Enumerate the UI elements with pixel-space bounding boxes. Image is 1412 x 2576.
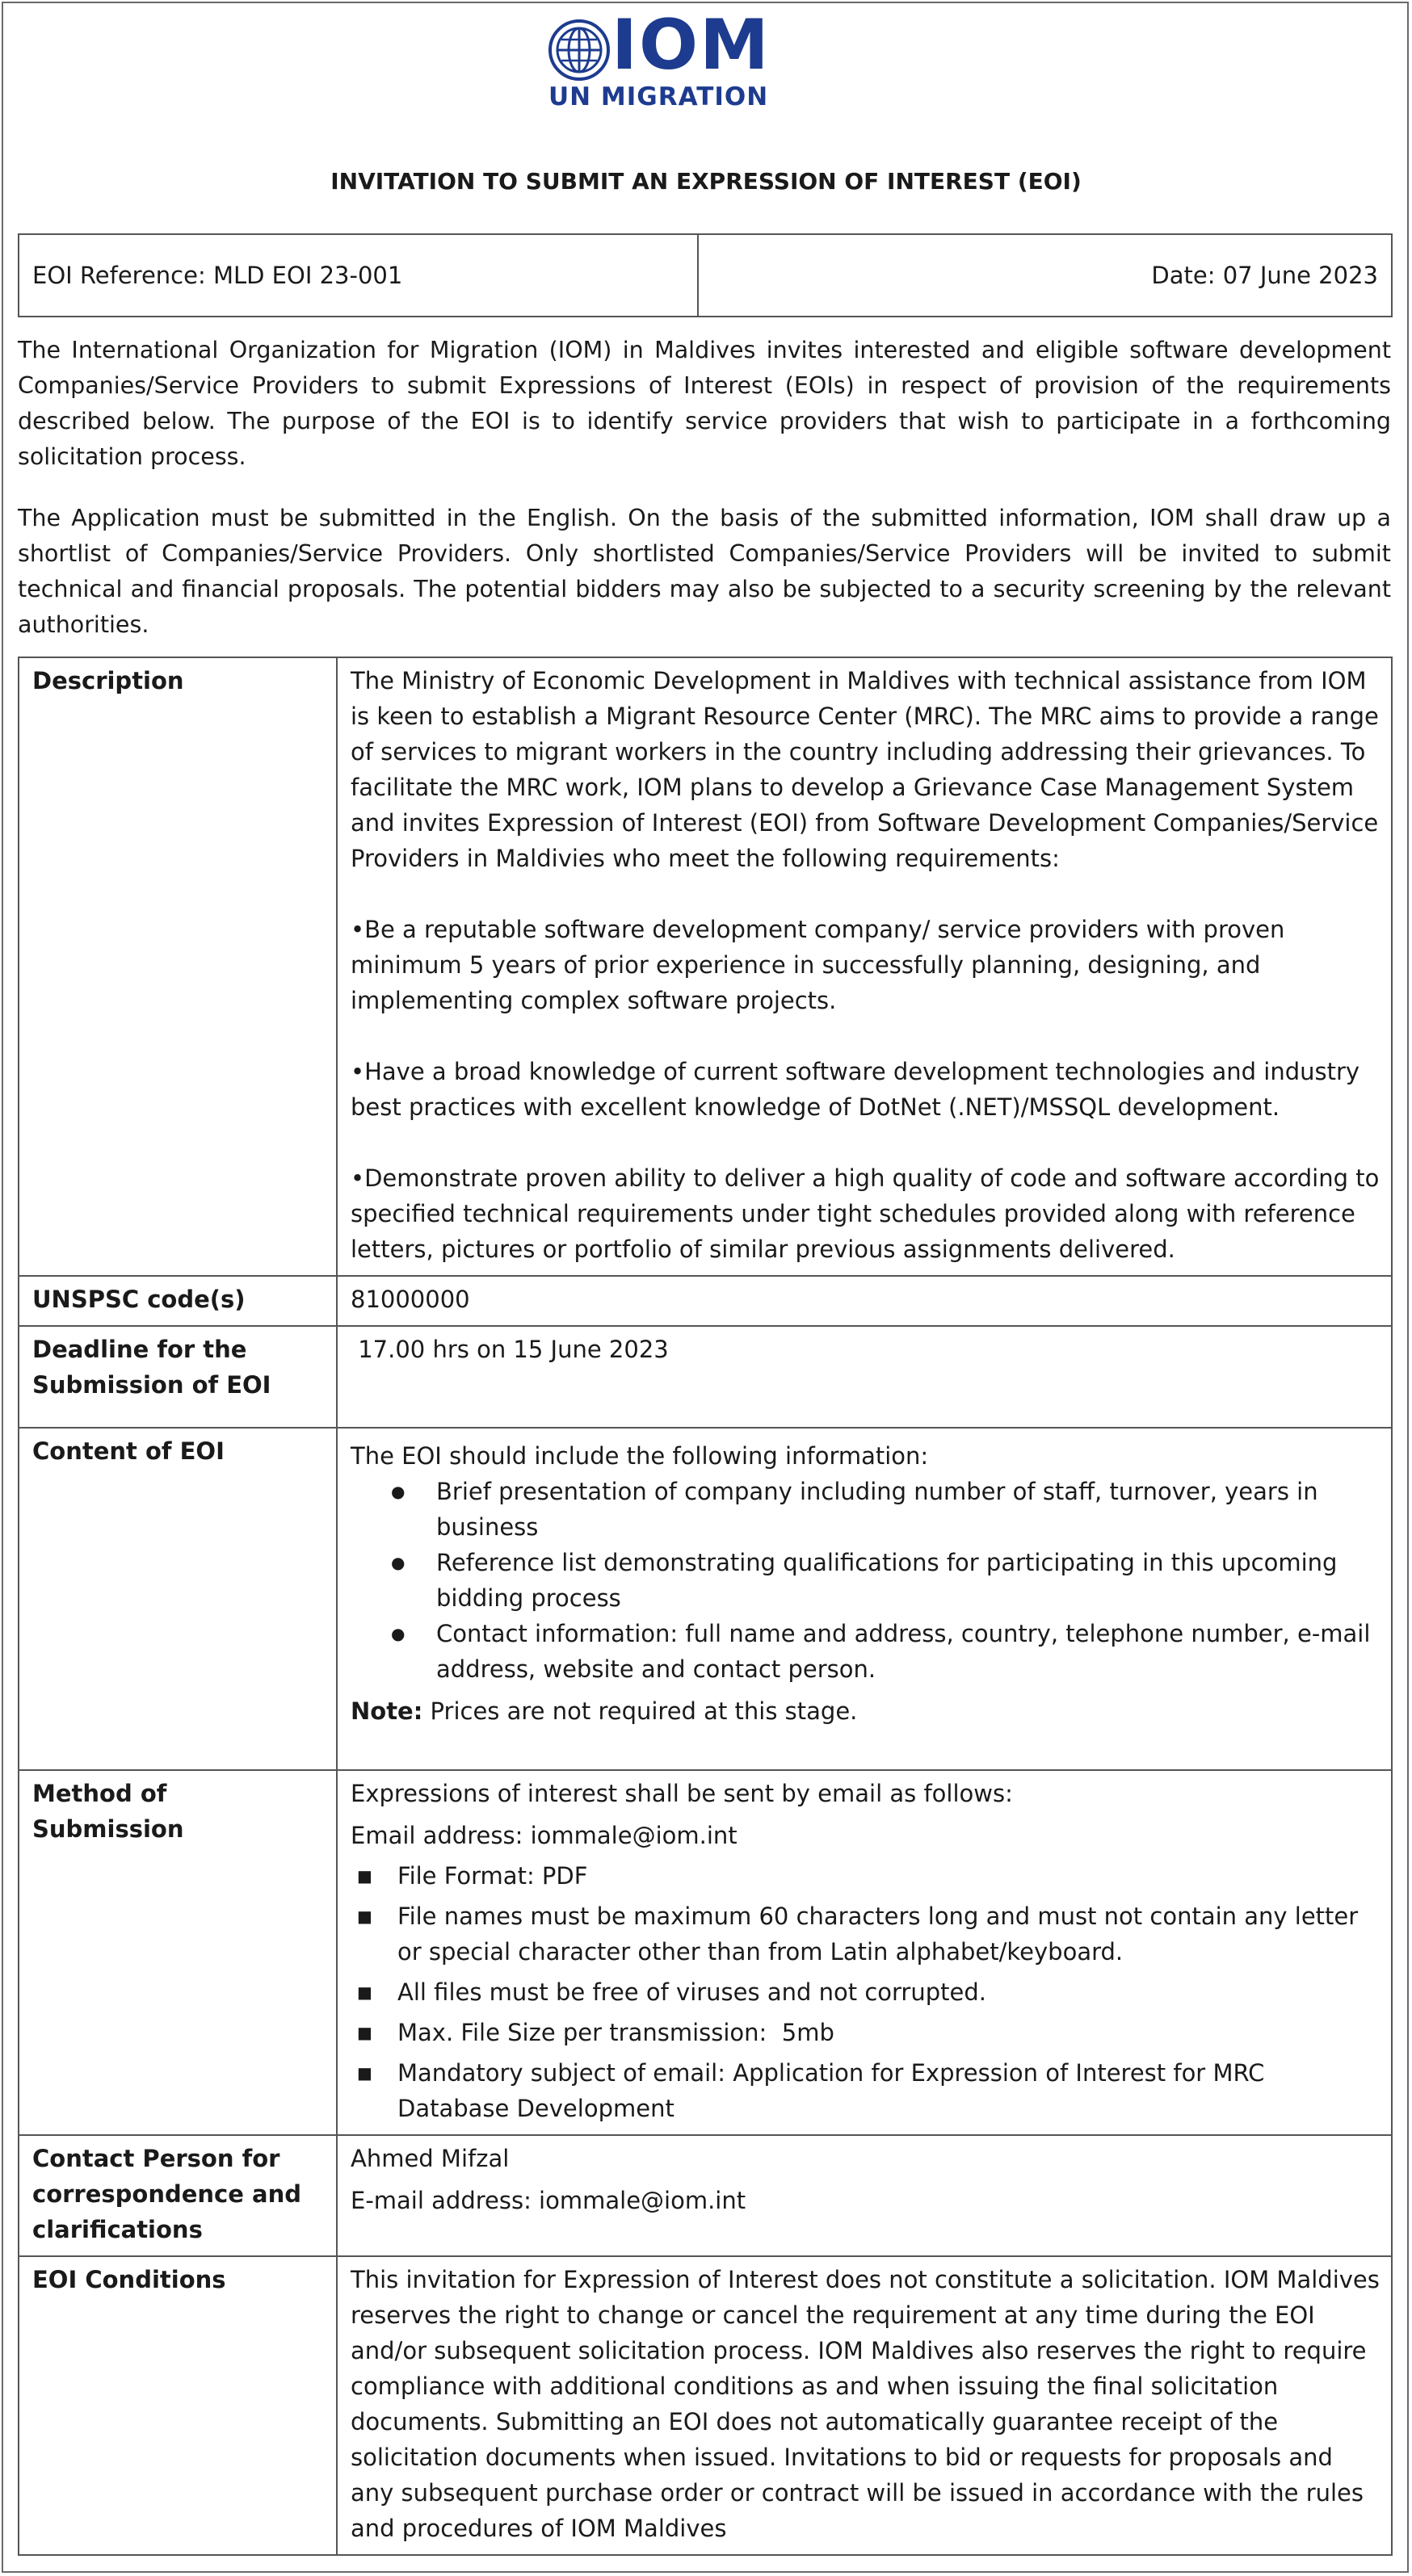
list-item: ● Reference list demonstrating qualifications for participating in this upcoming bidding process [436, 1545, 1380, 1616]
method-intro: Expressions of interest shall be sent by email as follows: [351, 1780, 1013, 1807]
eoi-details-table [18, 657, 1393, 2556]
row-method [19, 1770, 1392, 2135]
requirement-item: •Have a broad knowledge of current software development technologies and industry best practices with excellent knowledge of DotNet (.NET)/MSSQL development. [351, 1058, 1360, 1121]
deadline-label: Deadline for the Submission of EOI [19, 1326, 337, 1428]
content-label: Content of EOI [19, 1428, 337, 1770]
conditions-text: This invitation for Expression of Interest does not constitute a solicitation. IOM Maldives reserves the right to change or cancel the requirement at any time during the EOI and/or subsequent solicitation process. IOM Maldives also reserves the right to require compliance with additional conditions as and when issuing the final solicitation documents. Submitting an EOI does not automatically guarantee receipt of the solicitation documents when issued. Invitations to bid or requests for proposals and any subsequent purchase order or contract will be issued in accordance with the rules and procedures of IOM Maldives [337, 2256, 1392, 2555]
contact-name: Ahmed Mifzal [351, 2145, 510, 2172]
row-description [19, 657, 1392, 1276]
deadline-value: 17.00 hrs on 15 June 2023 [337, 1326, 1392, 1428]
row-contact [19, 2135, 1392, 2256]
content-note [351, 1693, 1380, 1729]
logo-wordmark: IOM [611, 5, 771, 86]
intro-paragraph-2: The Application must be submitted in the English. On the basis of the submitted information, IOM shall draw up a shortlist of Companies/Service Providers. Only shortlisted Companies/Service Providers will be invited to submit technical and financial proposals. The potential bidders may also be subjected to a security screening by the relevant authorities. [18, 505, 1391, 638]
list-item: ■ File names must be maximum 60 characters long and must not contain any letter or special character other than from Latin alphabet/keyboard. [397, 1898, 1380, 1970]
eoi-reference: EOI Reference: MLD EOI 23-001 [19, 235, 699, 316]
row-deadline [19, 1326, 1392, 1428]
list-item: ● Contact information: full name and address, country, telephone number, e-mail address, website and contact person. [436, 1616, 1380, 1687]
eoi-date: Date: 07 June 2023 [1151, 262, 1378, 289]
contact-email: E-mail address: iommale@iom.int [351, 2187, 746, 2214]
list-item: ■ File Format: PDF [397, 1858, 1380, 1894]
description-label: Description [19, 657, 337, 1276]
list-item: ■ Max. File Size per transmission: 5mb [397, 2015, 1380, 2050]
unspsc-value: 81000000 [337, 1276, 1392, 1326]
iom-logo [547, 5, 771, 111]
contact-body [337, 2135, 1392, 2256]
method-list [351, 1858, 1380, 2126]
row-content [19, 1428, 1392, 1770]
list-item: ■ Mandatory subject of email: Application for Expression of Interest for MRC Database Development [397, 2055, 1380, 2126]
content-intro: The EOI should include the following information: [351, 1442, 929, 1470]
row-conditions [19, 2256, 1392, 2555]
note-text: Prices are not required at this stage. [422, 1697, 858, 1725]
logo-subtitle: UN MIGRATION [548, 82, 769, 111]
unspsc-label: UNSPSC code(s) [19, 1276, 337, 1326]
content-list [351, 1474, 1380, 1687]
reference-table [18, 233, 1393, 317]
conditions-label: EOI Conditions [19, 2256, 337, 2555]
content-body [337, 1428, 1392, 1770]
page-title: INVITATION TO SUBMIT AN EXPRESSION OF INTEREST (EOI) [330, 168, 1082, 195]
list-item: ● Brief presentation of company including number of staff, turnover, years in business [436, 1474, 1380, 1545]
note-label: Note: [351, 1697, 423, 1725]
requirement-item: •Demonstrate proven ability to deliver a high quality of code and software according to specified technical requirements under tight schedules provided along with reference letters, pictures or portfolio of similar previous assignments delivered. [351, 1164, 1380, 1263]
intro-paragraph-1: The International Organization for Migration (IOM) in Maldives invites interested and eligible software development Companies/Service Providers to submit Expressions of Interest (EOIs) in respect of provision of the requirements described below. The purpose of the EOI is to identify service providers that wish to participate in a forthcoming solicitation process. [18, 337, 1391, 470]
method-body [337, 1770, 1392, 2135]
description-body [337, 657, 1392, 1276]
description-intro: The Ministry of Economic Development in Maldives with technical assistance from IOM is keen to establish a Migrant Resource Center (MRC). The MRC aims to provide a range of services to migrant workers in the country including addressing their grievances. To facilitate the MRC work, IOM plans to develop a Grievance Case Management System and invites Expression of Interest (EOI) from Software Development Companies/Service Providers in Maldivies who meet the following requirements: [351, 667, 1379, 872]
method-label: Method of Submission [19, 1770, 337, 2135]
row-unspsc [19, 1276, 1392, 1326]
requirement-item: •Be a reputable software development company/ service providers with proven minimum 5 years of prior experience in successfully planning, designing, and implementing complex software projects. [351, 916, 1285, 1014]
un-globe-emblem-icon [547, 18, 611, 82]
list-item: ■ All files must be free of viruses and not corrupted. [397, 1974, 1380, 2010]
method-email: Email address: iommale@iom.int [351, 1822, 738, 1849]
contact-label: Contact Person for correspondence and clarifications [19, 2135, 337, 2256]
